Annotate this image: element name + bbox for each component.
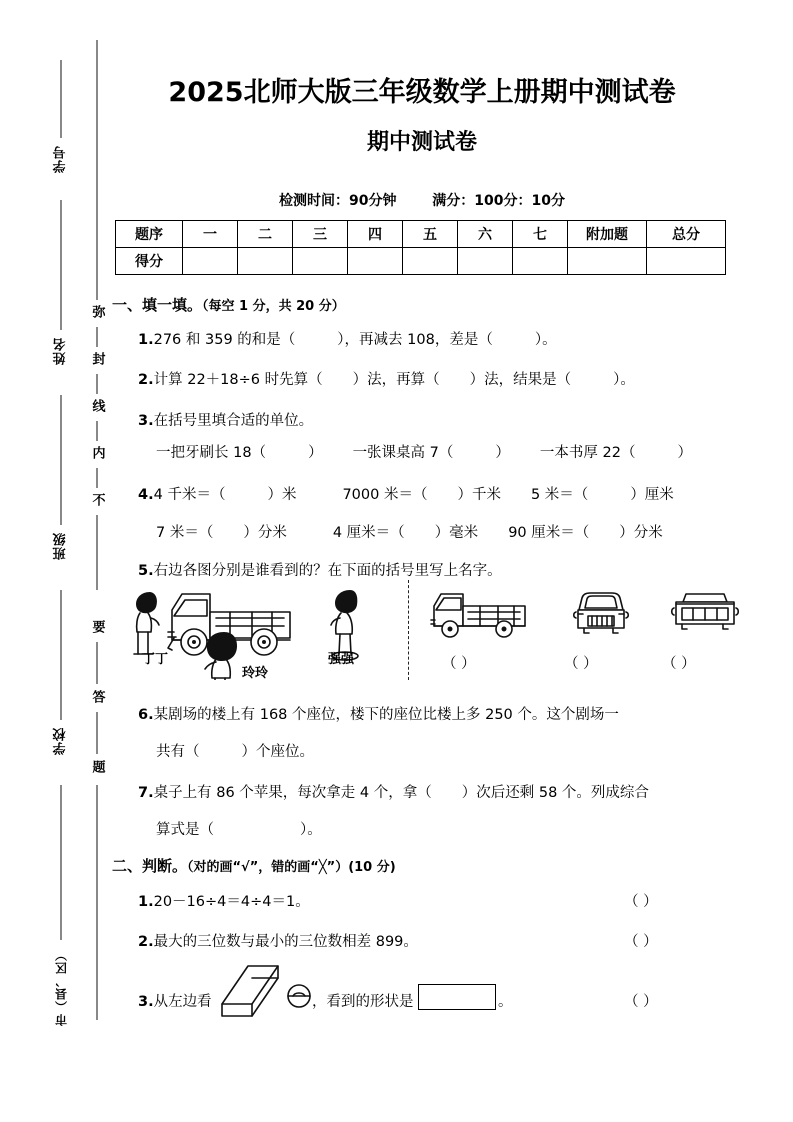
question-text-b: ，看到的形状是: [312, 994, 414, 1010]
score-table-col-2: 二: [238, 221, 293, 248]
question-number: 3.: [138, 413, 154, 429]
kid-name-dingding: 丁丁: [142, 652, 169, 667]
question-number: 1.: [138, 894, 154, 910]
seal-line-char-ti: 题: [89, 760, 105, 773]
unit-item-1-text: 一把牙刷长 18（: [156, 445, 267, 461]
score-table-col-bonus: 附加题: [568, 221, 647, 248]
unit-item-3-close: ）: [677, 445, 692, 461]
seal-rule: [61, 200, 62, 330]
score-table-col-4: 四: [348, 221, 403, 248]
section-two-heading: [112, 855, 396, 876]
question-1-5-stem: [138, 559, 502, 580]
true-false-paren-3[interactable]: （ ）: [624, 994, 658, 1010]
conv-5-left: 4 厘米＝（: [332, 525, 405, 541]
question-1-7-line-1: [138, 781, 649, 802]
true-false-paren-2[interactable]: （ ）: [624, 934, 658, 950]
unit-item-3-text: 一本书厚 22（: [539, 445, 636, 461]
question-number: 3.: [138, 994, 154, 1010]
question-text-a: 计算 22＋18÷6 时先算（: [153, 372, 323, 388]
seal-line-char-bu: 不: [89, 493, 105, 506]
seal-field-xingming: 姓名: [53, 337, 69, 365]
score-table-row-label: 得分: [116, 248, 183, 275]
seal-margin: [0, 0, 110, 1122]
question-2-1: [138, 890, 310, 911]
unit-item-2-text: 一张课桌高 7（: [352, 445, 454, 461]
seal-line-column: [80, 0, 114, 1122]
answer-paren-1[interactable]: （ ）: [442, 656, 476, 672]
section-two-title: 二、判断。: [112, 857, 188, 875]
seal-rule: [61, 395, 62, 525]
seal-dash-segment: [97, 327, 98, 347]
exam-time-label: 检测时间：90分钟: [279, 193, 397, 209]
question-text: 某剧场的楼上有 168 个座位，楼下的座位比楼上多 250 个。这个剧场一: [153, 707, 619, 723]
score-table-col-7: 七: [513, 221, 568, 248]
true-false-paren-1[interactable]: （ ）: [624, 894, 658, 910]
question-text-d: ）。: [613, 372, 635, 388]
question-text-b: ）个座位。: [241, 744, 314, 760]
section-two-note: （对的画“√”，错的画“╳”）(10 分): [187, 860, 396, 875]
unit-item-2-close: ）: [495, 445, 510, 461]
question-text-a: 276 和 359 的和是（: [153, 332, 296, 348]
unit-item-1-close: ）: [308, 445, 323, 461]
score-cell-4[interactable]: [348, 248, 403, 275]
conv-2-left: 7000 米＝（: [342, 487, 428, 503]
question-text-b: ）。: [300, 822, 322, 838]
question-2-2: [138, 930, 418, 951]
conv-2-right: ）千米: [457, 487, 501, 503]
question-number: 2.: [138, 372, 154, 388]
truck-side-view-icon: [428, 588, 538, 644]
exam-meta-line: [112, 190, 732, 210]
seal-dash-segment: [97, 785, 98, 1020]
score-table-row-label: 题序: [116, 221, 183, 248]
question-text-a: 共有（: [156, 744, 200, 760]
score-table-col-3: 三: [293, 221, 348, 248]
exam-sheet: [112, 0, 772, 1122]
child-lingling-figure: [205, 632, 237, 680]
answer-paren-3[interactable]: （ ）: [662, 656, 696, 672]
question-2-3-text-b: [312, 990, 414, 1011]
seal-line-char-xian: 线: [89, 399, 105, 412]
seal-field-xuehao: 学号: [53, 145, 69, 173]
question-text: 右边各图分别是谁看到的？在下面的括号里写上名字。: [153, 563, 502, 579]
question-2-3-text-a: [138, 990, 212, 1011]
conv-3-left: 5 米＝（: [530, 487, 589, 503]
score-table-col-5: 五: [403, 221, 458, 248]
seal-dash-segment: [97, 40, 98, 300]
question-1-3-items: [156, 441, 692, 462]
seal-rule: [61, 60, 62, 138]
question-text: 在括号里填合适的单位。: [153, 413, 314, 429]
question-1-4-row-1: [138, 483, 674, 504]
question-text-c: ）法，结果是（: [469, 372, 572, 388]
eye-icon: [284, 982, 314, 1010]
question-1-3-stem: [138, 409, 313, 430]
score-table-col-1: 一: [183, 221, 238, 248]
seal-line-char-yao: 要: [89, 620, 105, 633]
seal-field-banji: 班级: [53, 532, 69, 560]
question-1-7-line-2: [156, 818, 322, 839]
question-text-a: 从左边看: [153, 994, 212, 1010]
rectangle-answer-box[interactable]: [418, 984, 496, 1010]
truck-top-view-icon: [666, 590, 744, 640]
score-cell-total[interactable]: [647, 248, 726, 275]
conv-4-left: 7 米＝（: [156, 525, 214, 541]
section-one-heading: [112, 294, 345, 315]
question-number: 4.: [138, 487, 154, 503]
score-cell-3[interactable]: [293, 248, 348, 275]
answer-paren-2[interactable]: （ ）: [564, 656, 598, 672]
conv-1-left: 4 千米＝（: [153, 487, 226, 503]
section-one-title: 一、填一填。: [112, 296, 203, 314]
question-number: 5.: [138, 563, 154, 579]
score-table-col-6: 六: [458, 221, 513, 248]
question-1-4-row-2: [156, 521, 663, 542]
score-cell-2[interactable]: [238, 248, 293, 275]
conv-1-right: ）米: [267, 487, 297, 503]
figure-divider: [408, 580, 409, 680]
conv-4-right: ）分米: [243, 525, 287, 541]
conv-3-right: ）厘米: [630, 487, 674, 503]
seal-line-char-da: 答: [89, 690, 105, 703]
score-cell-1[interactable]: [183, 248, 238, 275]
conv-5-right: ）毫米: [434, 525, 479, 541]
score-cell-7[interactable]: [513, 248, 568, 275]
conv-6-right: ）分米: [619, 525, 663, 541]
section-one-note: （每空 1 分，共 20 分）: [202, 299, 345, 314]
seal-field-shi-xian-qu: 市（县、区）: [54, 948, 69, 1026]
question-number: 1.: [138, 332, 154, 348]
question-text: 20－16÷4＝4÷4＝1。: [153, 894, 310, 910]
seal-dash-segment: [97, 712, 98, 754]
seal-field-column: [44, 0, 78, 1122]
question-1-6-line-2: [156, 740, 314, 761]
table-row: [116, 248, 726, 275]
score-table: [115, 220, 726, 275]
score-cell-bonus[interactable]: [568, 248, 647, 275]
seal-dash-segment: [97, 642, 98, 684]
question-text-b: ），再减去 108，差是（: [337, 332, 493, 348]
page-title: 2025北师大版三年级数学上册期中测试卷: [168, 77, 676, 108]
question-1-5-figure: [112, 580, 732, 685]
question-1-6-line-1: [138, 703, 619, 724]
score-cell-5[interactable]: [403, 248, 458, 275]
seal-line-char-mi: 弥: [89, 305, 105, 318]
seal-dash-segment: [97, 468, 98, 488]
question-1-1: [138, 328, 557, 349]
cuboid-3d-icon: [218, 960, 282, 1018]
question-number: 2.: [138, 934, 154, 950]
question-text-c: ）。: [534, 332, 557, 348]
page-subtitle: 期中测试卷: [366, 130, 477, 155]
score-table-col-total: 总分: [647, 221, 726, 248]
full-score-label: 满分：100分：10分: [432, 193, 565, 209]
kid-name-qiangqiang: 强强: [328, 652, 355, 667]
question-text: 最大的三位数与最小的三位数相差 899。: [153, 934, 418, 950]
question-text-c: 。: [498, 994, 513, 1010]
child-dingding-figure: [134, 592, 159, 654]
seal-field-xuexiao: 学校: [53, 727, 69, 755]
score-cell-6[interactable]: [458, 248, 513, 275]
question-text-b: ）法，再算（: [352, 372, 440, 388]
question-1-2: [138, 368, 635, 389]
kid-name-lingling: 玲玲: [242, 666, 269, 681]
car-front-view-icon: [566, 590, 636, 642]
seal-rule: [61, 590, 62, 720]
seal-dash-segment: [97, 421, 98, 441]
seal-dash-segment: [97, 374, 98, 394]
question-text-a: 桌子上有 86 个苹果，每次拿走 4 个，拿（: [153, 785, 432, 801]
question-number: 7.: [138, 785, 154, 801]
question-text-b: ）次后还剩 58 个。列成综合: [461, 785, 649, 801]
seal-dash-segment: [97, 515, 98, 590]
seal-line-char-feng: 封: [89, 352, 105, 365]
question-text-a: 算式是（: [156, 822, 214, 838]
conv-6-left: 90 厘米＝（: [508, 525, 590, 541]
table-row: [116, 221, 726, 248]
question-2-3-text-c: [498, 990, 513, 1011]
seal-line-char-nei: 内: [89, 446, 105, 459]
question-number: 6.: [138, 707, 154, 723]
seal-rule: [61, 785, 62, 940]
